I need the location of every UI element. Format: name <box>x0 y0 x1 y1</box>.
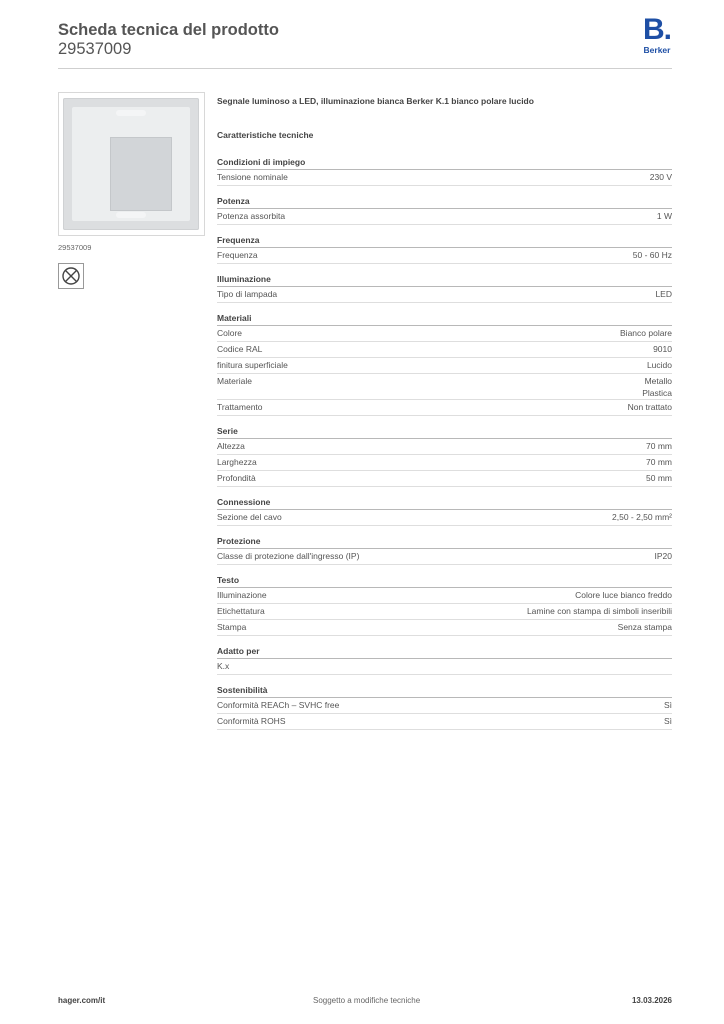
spec-row <box>217 170 672 186</box>
spec-row <box>217 374 672 400</box>
spec-value-line: Senza stampa <box>617 622 672 632</box>
spec-label: finitura superficiale <box>217 360 288 370</box>
page-header <box>58 20 279 59</box>
spec-group-title: Illuminazione <box>217 273 672 287</box>
product-description: Segnale luminoso a LED, illuminazione bianca Berker K.1 bianco polare lucido <box>217 96 534 106</box>
spec-group <box>217 312 672 416</box>
product-frame <box>63 98 199 230</box>
spec-value-line: Bianco polare <box>620 328 672 338</box>
bottom-slot <box>116 212 146 218</box>
spec-group-title: Testo <box>217 574 672 588</box>
spec-row <box>217 439 672 455</box>
spec-value-line: Non trattato <box>627 402 672 412</box>
spec-value-line: 50 mm <box>646 473 672 483</box>
spec-row <box>217 620 672 636</box>
spec-label: Classe di protezione dall'ingresso (IP) <box>217 551 360 561</box>
spec-label: K.x <box>217 661 230 671</box>
spec-group-title: Serie <box>217 425 672 439</box>
spec-group <box>217 645 672 675</box>
spec-value-line: 230 V <box>649 172 672 182</box>
spec-row <box>217 287 672 303</box>
spec-value-line: Plastica <box>642 388 672 398</box>
spec-row <box>217 358 672 374</box>
spec-value-line: Sì <box>663 700 672 710</box>
product-image <box>58 92 205 236</box>
spec-value-line: 70 mm <box>646 457 672 467</box>
spec-value <box>653 343 672 357</box>
led-lens <box>110 137 172 211</box>
spec-group <box>217 574 672 636</box>
spec-value-line: Metallo <box>644 376 672 386</box>
spec-value-line: Sì <box>663 716 672 726</box>
spec-group-title: Materiali <box>217 312 672 326</box>
spec-value-line: 2,50 - 2,50 mm² <box>612 512 672 522</box>
spec-value-line: 50 - 60 Hz <box>632 250 672 260</box>
spec-label: Conformità REACh – SVHC free <box>217 700 340 710</box>
spec-group <box>217 273 672 303</box>
spec-label: Altezza <box>217 441 245 451</box>
spec-value <box>647 359 672 373</box>
spec-group-title: Connessione <box>217 496 672 510</box>
spec-group-title: Adatto per <box>217 645 672 659</box>
spec-row <box>217 209 672 225</box>
berker-logo <box>639 13 675 56</box>
spec-row <box>217 326 672 342</box>
spec-value-line: Lucido <box>646 360 672 370</box>
spec-label: Profondità <box>217 473 256 483</box>
logo-mark: B. <box>643 13 671 46</box>
spec-label: Tipo di lampada <box>217 289 278 299</box>
spec-row <box>217 714 672 730</box>
spec-label: Trattamento <box>217 402 263 412</box>
spec-label: Conformità ROHS <box>217 716 286 726</box>
spec-row <box>217 510 672 526</box>
lamp-symbol-icon <box>58 263 84 289</box>
footer-website: hager.com/it <box>58 996 106 1005</box>
spec-group-title: Potenza <box>217 195 672 209</box>
spec-value <box>612 511 672 525</box>
spec-label: Sezione del cavo <box>217 512 282 522</box>
spec-value <box>620 327 672 341</box>
logo-text: Berker <box>643 45 671 55</box>
spec-value <box>633 249 672 263</box>
spec-row <box>217 588 672 604</box>
spec-label: Etichettatura <box>217 606 265 616</box>
spec-value-line: Colore luce bianco freddo <box>575 590 672 600</box>
specs-table <box>217 156 672 739</box>
spec-value <box>575 589 672 603</box>
spec-label: Frequenza <box>217 250 258 260</box>
spec-group <box>217 195 672 225</box>
spec-value <box>527 605 672 619</box>
spec-group-title: Sostenibilità <box>217 684 672 698</box>
spec-row <box>217 342 672 358</box>
spec-label: Illuminazione <box>217 590 267 600</box>
spec-row <box>217 471 672 487</box>
spec-row <box>217 698 672 714</box>
spec-value <box>664 715 672 729</box>
footer-date: 13.03.2026 <box>631 996 672 1005</box>
spec-label: Codice RAL <box>217 344 263 354</box>
product-plate <box>72 107 190 221</box>
spec-value <box>655 288 672 302</box>
spec-value <box>650 171 672 185</box>
spec-row <box>217 400 672 416</box>
spec-group <box>217 156 672 186</box>
header-divider <box>58 68 672 69</box>
spec-group <box>217 496 672 526</box>
spec-value-line: 70 mm <box>646 441 672 451</box>
spec-value <box>646 472 672 486</box>
spec-value <box>657 210 672 224</box>
spec-label: Materiale <box>217 376 252 386</box>
spec-group <box>217 234 672 264</box>
spec-value <box>628 401 672 415</box>
spec-group <box>217 425 672 487</box>
specs-heading: Caratteristiche tecniche <box>217 130 314 140</box>
spec-row <box>217 455 672 471</box>
spec-value <box>618 621 672 635</box>
spec-group-title: Condizioni di impiego <box>217 156 672 170</box>
spec-value <box>646 440 672 454</box>
spec-value <box>646 456 672 470</box>
footer-note: Soggetto a modifiche tecniche <box>313 996 421 1005</box>
spec-value <box>655 550 673 564</box>
spec-label: Stampa <box>217 622 247 632</box>
spec-row <box>217 549 672 565</box>
spec-label: Larghezza <box>217 457 257 467</box>
spec-group <box>217 684 672 730</box>
spec-value-line: IP20 <box>654 551 672 561</box>
spec-label: Colore <box>217 328 243 338</box>
spec-row <box>217 248 672 264</box>
spec-row <box>217 604 672 620</box>
spec-value <box>642 375 672 399</box>
spec-label: Tensione nominale <box>217 172 288 182</box>
spec-row <box>217 659 672 675</box>
product-code: 29537009 <box>58 40 132 58</box>
spec-value-line: LED <box>655 289 672 299</box>
spec-group <box>217 535 672 565</box>
spec-group-title: Frequenza <box>217 234 672 248</box>
page-title: Scheda tecnica del prodotto <box>58 21 279 39</box>
product-caption: 29537009 <box>58 243 92 252</box>
spec-value-line: Lamine con stampa di simboli inseribili <box>526 606 672 616</box>
top-slot <box>116 110 146 116</box>
spec-value-line: 9010 <box>653 344 672 354</box>
spec-value <box>664 699 672 713</box>
spec-group-title: Protezione <box>217 535 672 549</box>
spec-label: Potenza assorbita <box>217 211 286 221</box>
spec-value-line: 1 W <box>656 211 672 221</box>
